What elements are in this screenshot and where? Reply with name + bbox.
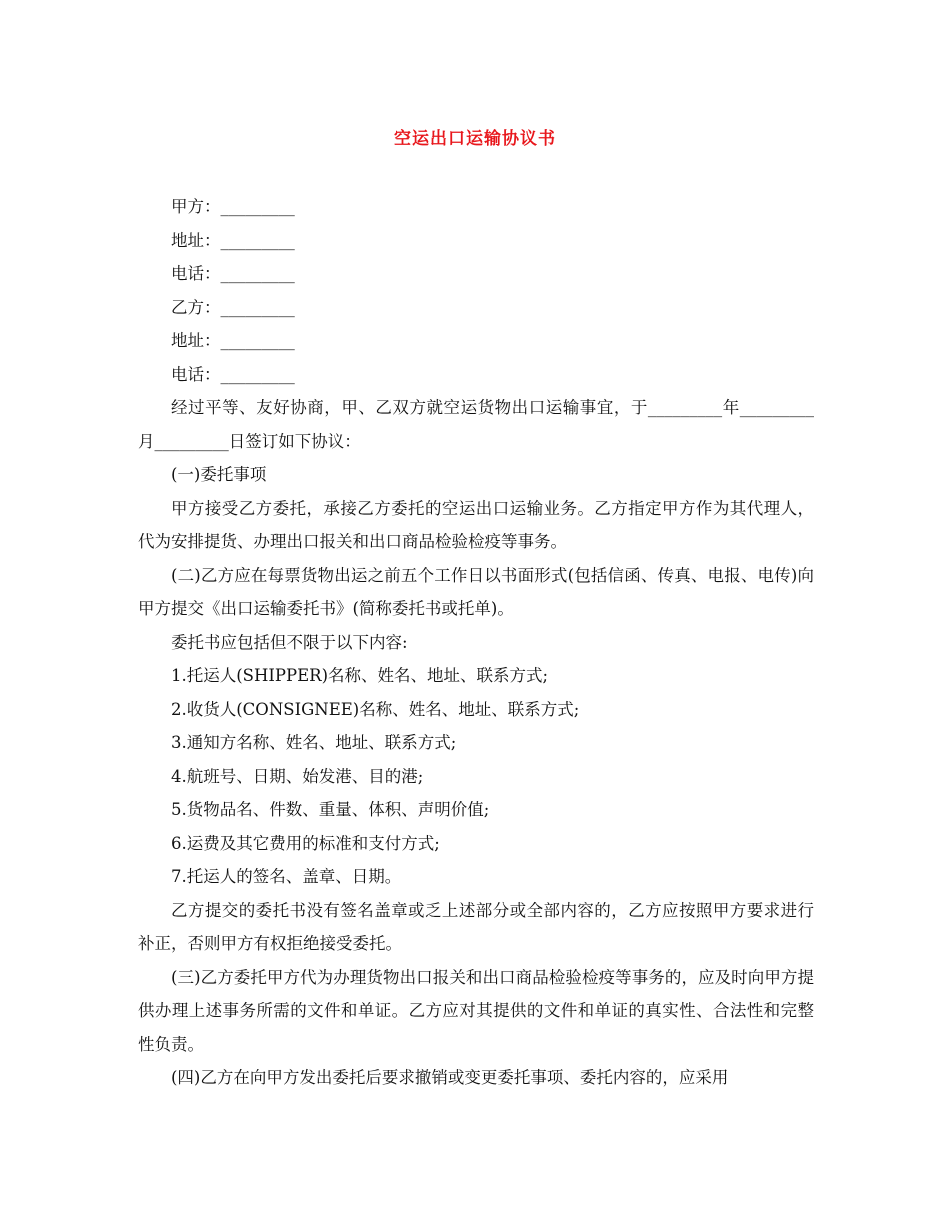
document-title: 空运出口运输协议书 (394, 129, 556, 149)
party-b-line: 乙方：_________ (171, 297, 295, 317)
agreement-intro: 经过平等、友好协商，甲、乙双方就空运货物出口运输事宜，于_________年_________月_________日签订如下协议： (138, 398, 814, 451)
list-item-2: 2.收货人(CONSIGNEE)名称、姓名、地址、联系方式; (171, 699, 580, 719)
list-item-1: 1.托运人(SHIPPER)名称、姓名、地址、联系方式; (171, 666, 549, 685)
list-item-5: 5.货物品名、件数、重量、体积、声明价值; (171, 800, 490, 819)
party-a-phone-line: 电话：_________ (171, 264, 295, 283)
section-3-text: (三)乙方委托甲方代为办理货物出口报关和出口商品检验检疫等事务的，应及时向甲方提供办理上述事务所需的文件和单证。乙方应对其提供的文件和单证的真实性、合法性和完整性负责。 (138, 967, 814, 1054)
correction-clause: 乙方提交的委托书没有签名盖章或乏上述部分或全部内容的，乙方应按照甲方要求进行补正，否则甲方有权拒绝接受委托。 (138, 900, 814, 953)
section-4-text: (四)乙方在向甲方发出委托后要求撤销或变更委托事项、委托内容的，应采用 (171, 1068, 729, 1087)
party-b-phone-line: 电话：_________ (171, 364, 295, 384)
section-2-text: (二)乙方应在每票货物出运之前五个工作日以书面形式(包括信函、传真、电报、电传)向甲方提交《出口运输委托书》(简称委托书或托单)。 (138, 565, 814, 618)
section-1-heading: (一)委托事项 (171, 465, 267, 484)
party-a-line: 甲方：_________ (171, 197, 295, 216)
list-item-3: 3.通知方名称、姓名、地址、联系方式; (171, 733, 457, 752)
party-b-address-line: 地址：_________ (171, 331, 295, 350)
list-item-4: 4.航班号、日期、始发港、目的港; (171, 766, 424, 786)
list-item-6: 6.运费及其它费用的标准和支付方式; (171, 833, 440, 853)
party-a-address-line: 地址：_________ (171, 230, 295, 250)
consignment-contents-intro: 委托书应包括但不限于以下内容: (171, 632, 408, 652)
document-body (138, 190, 814, 1095)
section-1-text: 甲方接受乙方委托，承接乙方委托的空运出口运输业务。乙方指定甲方作为其代理人，代为安排提货、办理出口报关和出口商品检验检疫等事务。 (138, 498, 814, 551)
list-item-7: 7.托运人的签名、盖章、日期。 (171, 867, 402, 886)
